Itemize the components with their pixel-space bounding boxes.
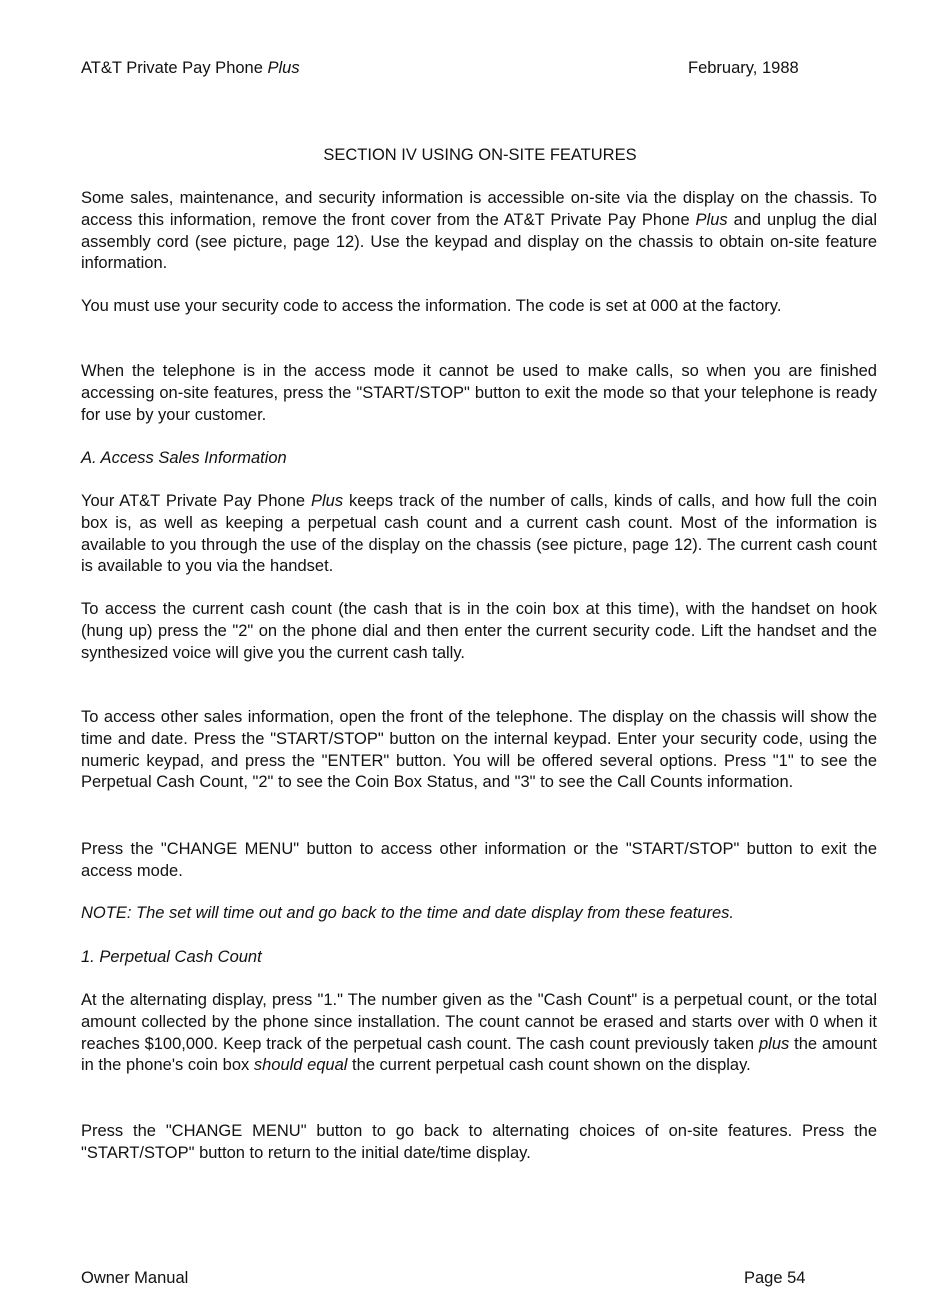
header-title-italic: Plus	[267, 59, 300, 77]
text-run-italic: should equal	[253, 1056, 348, 1075]
text-run-italic: Plus	[310, 492, 344, 510]
header-title-main: AT&T Private Pay Phone	[81, 59, 268, 77]
intro-paragraph-2: You must use your security code to access the information. The code is set at 000 at the factory.	[81, 297, 782, 315]
section-a-paragraph-4: Press the "CHANGE MENU" button to access other information or the "START/STOP" button to exit the access mode.	[81, 840, 877, 880]
text-run: Some sales, maintenance, and security information is accessible on-site via the display on the chassis. To access this information, remove the front cover from the AT&T Private Pay Phone	[81, 189, 877, 229]
footer-manual-name: Owner Manual	[81, 1269, 189, 1287]
header-title	[81, 58, 300, 78]
text-run: and unplug the dial assembly cord (see picture, page 12). Use the keypad and display on the chassis to obtain on-site feature information.	[81, 210, 877, 273]
intro-paragraph-1	[81, 188, 877, 275]
subsection-1-paragraph-2: Press the "CHANGE MENU" button to go back to alternating choices of on-site features. Press the "START/STOP" button to return to the initial date/time display.	[81, 1122, 877, 1162]
text-run: the current perpetual cash count shown on the display.	[347, 1056, 751, 1075]
text-run: At the alternating display, press "1." The number given as the "Cash Count" is a perpetual count, or the total amount collected by the phone since installation. The count cannot be erased and starts over with 0 when it reaches $100,000. Keep track of the perpetual cash count. The cash count previously taken	[81, 991, 877, 1053]
section-a-note: NOTE: The set will time out and go back to the time and date display from these features.	[81, 904, 734, 922]
text-run-italic: plus	[759, 1034, 790, 1053]
section-title: SECTION IV USING ON-SITE FEATURES	[323, 146, 637, 164]
text-run: the amount in the phone's coin box	[81, 1034, 878, 1075]
text-run-italic: Plus	[695, 210, 728, 229]
section-a-paragraph-2: To access the current cash count (the cash that is in the coin box at this time), with the handset on hook (hung up) press the "2" on the phone dial and then enter the current security code. Lift the handset and the synthesized voice will give you the current cash tally.	[81, 600, 877, 662]
header-date: February, 1988	[688, 59, 799, 77]
footer-page-number: Page 54	[744, 1269, 806, 1287]
section-a-paragraph-1	[81, 491, 877, 578]
subsection-1-heading: 1. Perpetual Cash Count	[81, 948, 262, 966]
section-a-heading: A. Access Sales Information	[81, 449, 287, 467]
intro-paragraph-3: When the telephone is in the access mode it cannot be used to make calls, so when you are finished accessing on-site features, press the "START/STOP" button to exit the mode so that your telephone is ready for use by your customer.	[81, 362, 877, 424]
text-run: keeps track of the number of calls, kinds of calls, and how full the coin box is, as well as keeping a perpetual cash count and a current cash count. Most of the information is available to you through the use of the display on the chassis (see picture, page 12). The current cash count is available to you via the handset.	[81, 492, 877, 576]
section-a-paragraph-3: To access other sales information, open the front of the telephone. The display on the chassis will show the time and date. Press the "START/STOP" button on the internal keypad. Enter your security code, using the numeric keypad, and press the "ENTER" button. You will be offered several options. Press "1" to see the Perpetual Cash Count, "2" to see the Coin Box Status, and "3" to see the Call Counts information.	[81, 708, 877, 792]
text-run: Your AT&T Private Pay Phone	[81, 492, 311, 510]
subsection-1-paragraph-1	[81, 990, 877, 1077]
